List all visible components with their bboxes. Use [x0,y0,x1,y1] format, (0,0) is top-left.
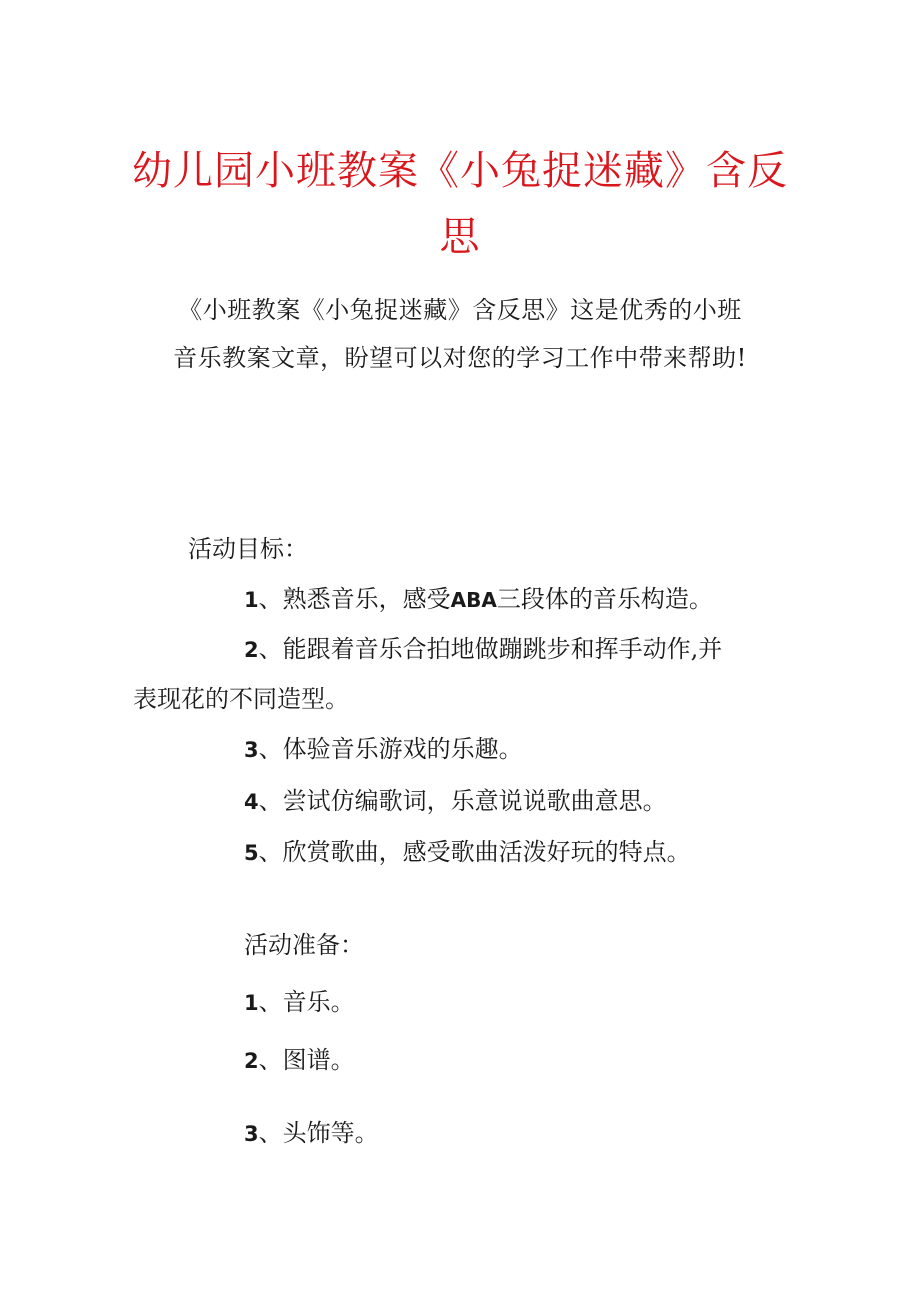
goal-item-latin: ABA [450,588,497,612]
intro-line-2: 音乐教案文章，盼望可以对您的学习工作中带来帮助! [173,344,747,372]
goals-heading: 活动目标： [188,535,308,563]
prep-item-separator: 、 [258,988,283,1016]
goal-item-text: 能跟着音乐合拍地做蹦跳步和挥手动作,并 [282,635,723,663]
goal-item-text: 尝试仿编歌词，乐意说说歌曲意思。 [282,787,667,815]
goal-item-4 [244,784,667,819]
goal-item-number: 1 [244,588,259,612]
goal-item-5 [244,835,691,870]
prep-item-2 [244,1043,355,1078]
prep-item-text: 图谱。 [282,1046,355,1074]
prep-item-number: 3 [244,1122,259,1146]
intro-line-1: 《小班教案《小兔捉迷藏》含反思》这是优秀的小班 [178,296,742,324]
goal-item-2-continuation: 表现花的不同造型。 [133,685,349,713]
prep-item-3 [244,1116,379,1151]
goal-item-2 [244,632,722,667]
goal-item-text-after: 三段体的音乐构造。 [496,585,713,613]
goal-item-text: 欣赏歌曲，感受歌曲活泼好玩的特点。 [282,838,691,866]
goal-item-separator: 、 [258,635,283,663]
goal-item-number: 3 [244,738,259,762]
intro-paragraph [120,286,800,382]
goal-item-separator: 、 [258,735,283,763]
goal-item-number: 2 [244,638,259,662]
prep-item-text: 头饰等。 [282,1119,379,1147]
prep-heading: 活动准备： [244,931,364,959]
prep-item-1 [244,985,355,1020]
prep-item-number: 2 [244,1049,259,1073]
goal-item-1 [244,582,713,617]
prep-item-separator: 、 [258,1046,283,1074]
goal-item-text: 熟悉音乐，感受 [282,585,451,613]
prep-item-number: 1 [244,991,259,1015]
goal-item-text: 体验音乐游戏的乐趣。 [282,735,523,763]
prep-item-text: 音乐。 [282,988,355,1016]
goal-item-separator: 、 [258,838,283,866]
goal-item-separator: 、 [258,787,283,815]
title-line-1: 幼儿园小班教案《小兔捉迷藏》含反 [132,148,788,194]
goal-item-number: 5 [244,841,259,865]
goal-item-3 [244,732,523,767]
goal-item-number: 4 [244,790,259,814]
title-line-2: 思 [439,214,481,260]
prep-item-separator: 、 [258,1119,283,1147]
document-title [120,138,800,270]
goal-item-separator: 、 [258,585,283,613]
